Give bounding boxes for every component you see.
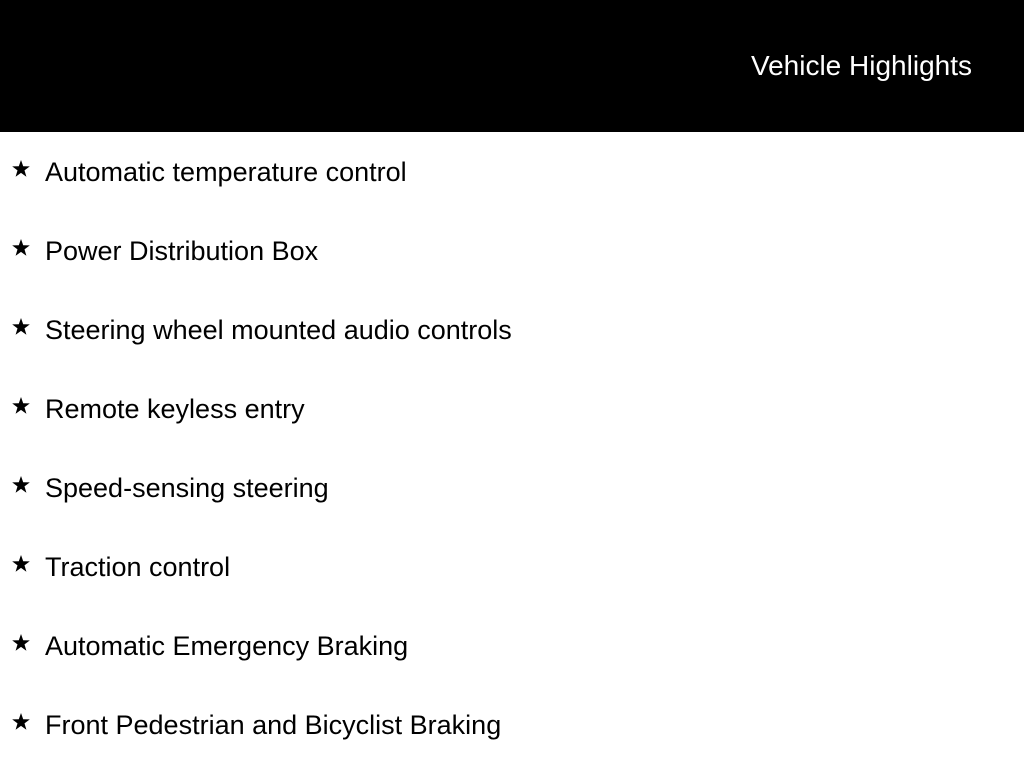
list-item <box>0 624 1024 703</box>
list-item <box>0 387 1024 466</box>
star-icon <box>11 159 31 179</box>
star-icon <box>11 475 31 495</box>
star-icon <box>11 317 31 337</box>
highlight-label: Power Distribution Box <box>45 236 319 266</box>
list-item <box>0 150 1024 229</box>
list-item <box>0 545 1024 624</box>
highlight-label: Front Pedestrian and Bicyclist Braking <box>45 710 502 740</box>
star-icon <box>11 396 31 416</box>
page-title: Vehicle Highlights <box>750 50 972 81</box>
star-icon <box>11 712 31 732</box>
list-item <box>0 229 1024 308</box>
list-item <box>0 703 1024 782</box>
list-item <box>0 308 1024 387</box>
list-item <box>0 466 1024 545</box>
star-icon <box>11 633 31 653</box>
highlight-label: Automatic temperature control <box>45 157 407 187</box>
star-icon <box>11 554 31 574</box>
highlight-label: Steering wheel mounted audio controls <box>45 315 512 345</box>
highlight-label: Speed-sensing steering <box>45 473 329 503</box>
highlights-list <box>0 150 1024 782</box>
star-icon <box>11 238 31 258</box>
highlight-label: Automatic Emergency Braking <box>45 631 409 661</box>
highlight-label: Traction control <box>45 552 231 582</box>
highlight-label: Remote keyless entry <box>45 394 305 424</box>
header-bar <box>0 0 1024 132</box>
